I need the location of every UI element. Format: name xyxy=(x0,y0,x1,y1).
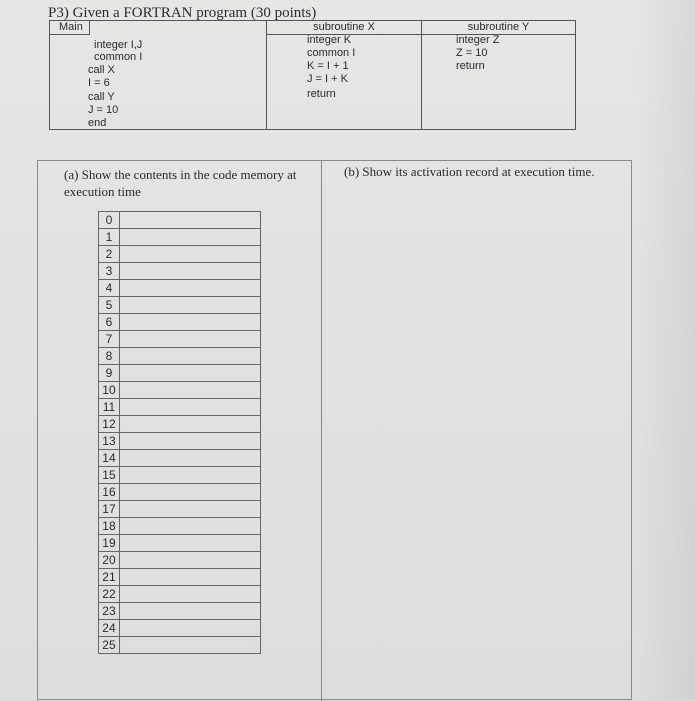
code-line: I = 6 xyxy=(88,77,110,89)
code-line: call X xyxy=(88,64,115,76)
memory-row xyxy=(99,399,261,416)
memory-address: 5 xyxy=(99,297,120,314)
memory-address: 22 xyxy=(99,586,120,603)
memory-row xyxy=(99,552,261,569)
code-line: J = 10 xyxy=(88,104,119,116)
memory-row xyxy=(99,331,261,348)
code-line: integer K xyxy=(307,34,352,46)
memory-cell[interactable] xyxy=(119,586,260,603)
main-column xyxy=(50,21,267,129)
memory-cell[interactable] xyxy=(119,399,260,416)
memory-address: 11 xyxy=(99,399,120,416)
memory-row xyxy=(99,246,261,263)
memory-row xyxy=(99,416,261,433)
code-line: integer I,J xyxy=(94,39,143,51)
code-line: integer Z xyxy=(456,34,500,46)
memory-address: 23 xyxy=(99,603,120,620)
memory-cell[interactable] xyxy=(119,467,260,484)
subroutine-y-column xyxy=(422,21,575,129)
memory-address: 0 xyxy=(99,212,120,229)
memory-row xyxy=(99,450,261,467)
memory-address: 19 xyxy=(99,535,120,552)
memory-cell[interactable] xyxy=(119,297,260,314)
memory-row xyxy=(99,569,261,586)
memory-cell[interactable] xyxy=(119,365,260,382)
code-line: return xyxy=(456,60,485,72)
memory-row xyxy=(99,382,261,399)
problem-heading: P3) Given a FORTRAN program (30 points) xyxy=(48,5,317,21)
memory-cell[interactable] xyxy=(119,348,260,365)
memory-cell[interactable] xyxy=(119,637,260,654)
memory-row xyxy=(99,501,261,518)
memory-cell[interactable] xyxy=(119,620,260,637)
memory-row xyxy=(99,637,261,654)
code-line: common I xyxy=(94,51,143,63)
memory-address: 9 xyxy=(99,365,120,382)
memory-row xyxy=(99,212,261,229)
code-line: K = I + 1 xyxy=(307,60,349,72)
memory-row xyxy=(99,586,261,603)
question-b: (b) Show its activation record at execution time. xyxy=(344,164,595,179)
memory-row xyxy=(99,467,261,484)
subroutine-y-header: subroutine Y xyxy=(422,21,575,35)
memory-row xyxy=(99,229,261,246)
memory-cell[interactable] xyxy=(119,501,260,518)
code-line: Z = 10 xyxy=(456,47,488,59)
question-a: (a) Show the contents in the code memory at execution time xyxy=(64,167,297,199)
memory-address: 10 xyxy=(99,382,120,399)
memory-cell[interactable] xyxy=(119,382,260,399)
memory-row xyxy=(99,620,261,637)
memory-row xyxy=(99,263,261,280)
answer-section xyxy=(37,160,632,700)
subroutine-x-column xyxy=(267,21,422,129)
memory-cell[interactable] xyxy=(119,212,260,229)
memory-cell[interactable] xyxy=(119,263,260,280)
memory-address: 17 xyxy=(99,501,120,518)
memory-address: 12 xyxy=(99,416,120,433)
memory-address: 18 xyxy=(99,518,120,535)
memory-cell[interactable] xyxy=(119,433,260,450)
memory-cell[interactable] xyxy=(119,552,260,569)
memory-address: 20 xyxy=(99,552,120,569)
memory-row xyxy=(99,365,261,382)
memory-row xyxy=(99,314,261,331)
memory-address: 8 xyxy=(99,348,120,365)
memory-cell[interactable] xyxy=(119,569,260,586)
subroutine-x-header: subroutine X xyxy=(267,21,421,35)
code-line: call Y xyxy=(88,91,115,103)
memory-cell[interactable] xyxy=(119,518,260,535)
code-memory-table xyxy=(98,211,261,654)
memory-row xyxy=(99,433,261,450)
code-line: end xyxy=(88,117,107,129)
memory-cell[interactable] xyxy=(119,314,260,331)
memory-cell[interactable] xyxy=(119,246,260,263)
memory-cell[interactable] xyxy=(119,450,260,467)
memory-cell[interactable] xyxy=(119,484,260,501)
memory-address: 4 xyxy=(99,280,120,297)
memory-address: 6 xyxy=(99,314,120,331)
code-line: return xyxy=(307,88,336,100)
memory-cell[interactable] xyxy=(119,331,260,348)
memory-address: 2 xyxy=(99,246,120,263)
memory-address: 14 xyxy=(99,450,120,467)
memory-cell[interactable] xyxy=(119,229,260,246)
memory-row xyxy=(99,280,261,297)
code-line: common I xyxy=(307,47,356,59)
memory-address: 21 xyxy=(99,569,120,586)
memory-address: 24 xyxy=(99,620,120,637)
memory-cell[interactable] xyxy=(119,416,260,433)
memory-cell[interactable] xyxy=(119,280,260,297)
main-header: Main xyxy=(50,21,90,35)
memory-row xyxy=(99,484,261,501)
memory-row xyxy=(99,518,261,535)
memory-row xyxy=(99,348,261,365)
column-divider xyxy=(321,161,322,701)
memory-address: 3 xyxy=(99,263,120,280)
memory-address: 7 xyxy=(99,331,120,348)
memory-row xyxy=(99,603,261,620)
memory-cell[interactable] xyxy=(119,603,260,620)
memory-address: 25 xyxy=(99,637,120,654)
code-line: J = I + K xyxy=(307,73,348,85)
memory-cell[interactable] xyxy=(119,535,260,552)
memory-row xyxy=(99,535,261,552)
memory-address: 1 xyxy=(99,229,120,246)
memory-address: 16 xyxy=(99,484,120,501)
memory-address: 15 xyxy=(99,467,120,484)
page-shadow xyxy=(635,0,695,700)
memory-row xyxy=(99,297,261,314)
program-table xyxy=(49,20,576,130)
memory-address: 13 xyxy=(99,433,120,450)
